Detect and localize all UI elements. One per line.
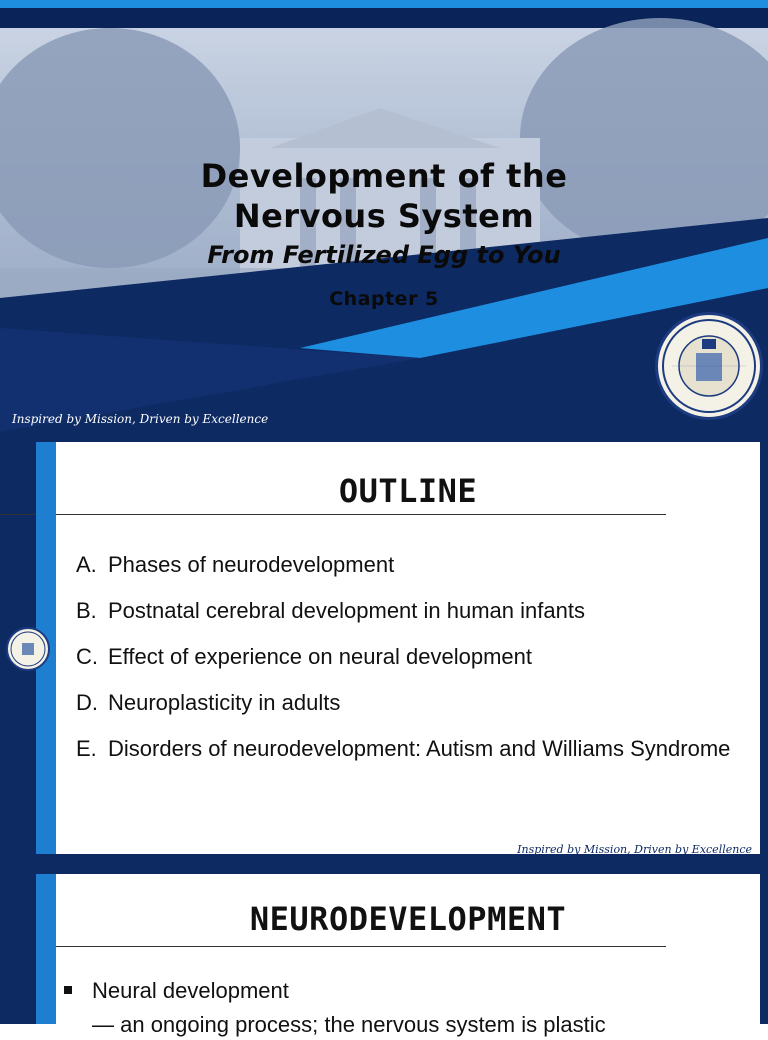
- outline-item-text: Postnatal cerebral development in human infants: [108, 598, 585, 623]
- neurodevelopment-panel: [56, 874, 760, 1037]
- chapter-label: Chapter 5: [329, 288, 439, 310]
- square-bullet-icon: [64, 986, 72, 994]
- top-accent-bar: [0, 0, 768, 8]
- title-slide: [0, 0, 768, 432]
- heading-rule: [56, 946, 666, 947]
- university-seal-logo: [655, 312, 763, 420]
- outline-item-text: Disorders of neurodevelopment: Autism and Williams Syndrome: [108, 736, 731, 761]
- bullet-text: Neural development: [92, 978, 289, 1003]
- outline-item-letter: A.: [76, 552, 97, 577]
- slide-title-line-2: Nervous System: [233, 197, 535, 235]
- outline-item: [76, 550, 736, 580]
- bullet-item: [64, 976, 289, 1006]
- university-tagline: Inspired by Mission, Driven by Excellence: [517, 843, 752, 856]
- neurodevelopment-slide: [0, 864, 768, 1037]
- slide-subtitle: From Fertilized Egg to You: [207, 241, 561, 269]
- outline-item-text: Neuroplasticity in adults: [108, 690, 341, 715]
- outline-item: [76, 642, 736, 672]
- outline-panel: [56, 442, 760, 854]
- heading-rule: [56, 514, 666, 515]
- neurodevelopment-heading: NEURODEVELOPMENT: [249, 900, 567, 938]
- left-accent-stripe: [36, 874, 56, 1024]
- outline-item-letter: B.: [76, 598, 97, 623]
- outline-item: [76, 596, 736, 626]
- university-tagline: Inspired by Mission, Driven by Excellence: [12, 412, 269, 426]
- outline-list: [76, 550, 736, 780]
- university-seal-small-logo: [6, 627, 50, 671]
- outline-heading: OUTLINE: [338, 472, 478, 510]
- slide-title-line-1: Development of the: [200, 157, 568, 195]
- outline-item-text: Effect of experience on neural development: [108, 644, 532, 669]
- outline-item: [76, 688, 736, 718]
- outline-slide: [0, 432, 768, 864]
- outline-item-letter: C.: [76, 644, 98, 669]
- outline-item-text: Phases of neurodevelopment: [108, 552, 395, 577]
- outline-item-letter: E.: [76, 736, 97, 761]
- outline-item-letter: D.: [76, 690, 98, 715]
- outline-item: [76, 734, 736, 764]
- bullet-subtext: — an ongoing process; the nervous system is plastic: [92, 1012, 606, 1037]
